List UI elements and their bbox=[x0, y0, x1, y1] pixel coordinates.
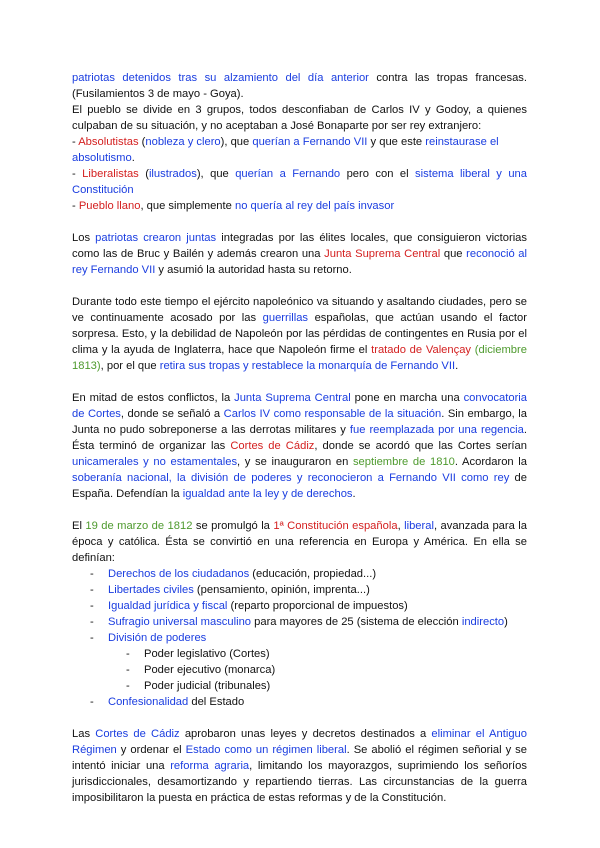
list-item: - División de poderes bbox=[72, 630, 527, 646]
sublist-item: - Poder judicial (tribunales) bbox=[72, 678, 527, 694]
list-item: - Sufragio universal masculino para mayores de 25 (sistema de elección indirecto) bbox=[72, 614, 527, 630]
list-item: - Libertades civiles (pensamiento, opinión, imprenta...) bbox=[72, 582, 527, 598]
sublist-item: - Poder ejecutivo (monarca) bbox=[72, 662, 527, 678]
constitution-list bbox=[72, 566, 527, 646]
sublist-item: - Poder legislativo (Cortes) bbox=[72, 646, 527, 662]
paragraph-guerrillas: Durante todo este tiempo el ejército napoleónico va situando y asaltando ciudades, pero se ve continuamente acosado por las guerrillas españolas, que actúan usando el factor sorpresa. Esto, y la debilidad de Napoleón por las pérdidas de contingentes en Rusia por el clima y la ayuda de Inglaterra, hace que Napoleón firme el tratado de Valençay (diciembre 1813), por el que retira sus tropas y restablece la monarquía de Fernando VII. bbox=[72, 296, 527, 372]
paragraph-reformas: Las Cortes de Cádiz aprobaron unas leyes y decretos destinados a eliminar el Antiguo Régimen y ordenar el Estado como un régimen liberal. Se abolió el régimen señorial y se intentó iniciar una reforma agraria, limitando los mayorazgos, suprimiendo los señoríos jurisdiccionales, desamortizando y repartiendo tierras. Las circunstancias de la guerra imposibilitaron la puesta en práctica de estas reformas y de la Constitución. bbox=[72, 728, 527, 804]
paragraph-fusilamientos: patriotas detenidos tras su alzamiento del día anterior contra las tropas francesas. (Fusilamientos 3 de mayo - Goya). bbox=[72, 72, 527, 100]
group-absolutistas: - Absolutistas (nobleza y clero), que querían a Fernando VII y que este reinstaurase el absolutismo. bbox=[72, 136, 499, 164]
document-body bbox=[72, 70, 527, 806]
group-liberalistas: - Liberalistas (ilustrados), que querían a Fernando pero con el sistema liberal y una Constitución bbox=[72, 168, 527, 196]
paragraph-pueblo-grupos: El pueblo se divide en 3 grupos, todos desconfiaban de Carlos IV y Godoy, a quienes culpaban de su situación, y no aceptaban a José Bonaparte por ser rey extranjero: bbox=[72, 104, 527, 132]
list-item: - Igualdad jurídica y fiscal (reparto proporcional de impuestos) bbox=[72, 598, 527, 614]
constitution-list-end bbox=[72, 694, 527, 710]
group-pueblo-llano: - Pueblo llano, que simplemente no quería al rey del país invasor bbox=[72, 200, 395, 212]
list-item: - Confesionalidad del Estado bbox=[72, 694, 527, 710]
list-item: - Derechos de los ciudadanos (educación, propiedad...) bbox=[72, 566, 527, 582]
paragraph-cortes-cadiz: En mitad de estos conflictos, la Junta Suprema Central pone en marcha una convocatoria de Cortes, donde se señaló a Carlos IV como responsable de la situación. Sin embargo, la Junta no pudo sobreponerse a las derrotas militares y fue reemplazada por una regencia. Ésta terminó de organizar las Cortes de Cádiz, donde se acordó que las Cortes serían unicamerales y no estamentales, y se inauguraron en septiembre de 1810. Acordaron la soberanía nacional, la división de poderes y reconocieron a Fernando VII como rey de España. Defendían la igualdad ante la ley y de derechos. bbox=[72, 392, 528, 500]
powers-sublist bbox=[72, 646, 527, 694]
paragraph-constitucion: El 19 de marzo de 1812 se promulgó la 1ª Constitución española, liberal, avanzada para la época y católica. Ésta se convirtió en una referencia en Europa y América. En ella se definían: bbox=[72, 520, 527, 564]
paragraph-juntas: Los patriotas crearon juntas integradas por las élites locales, que consiguieron victorias como las de Bruc y Bailén y además crearon una Junta Suprema Central que reconoció al rey Fernando VII y asumió la autoridad hasta su retorno. bbox=[72, 232, 528, 276]
